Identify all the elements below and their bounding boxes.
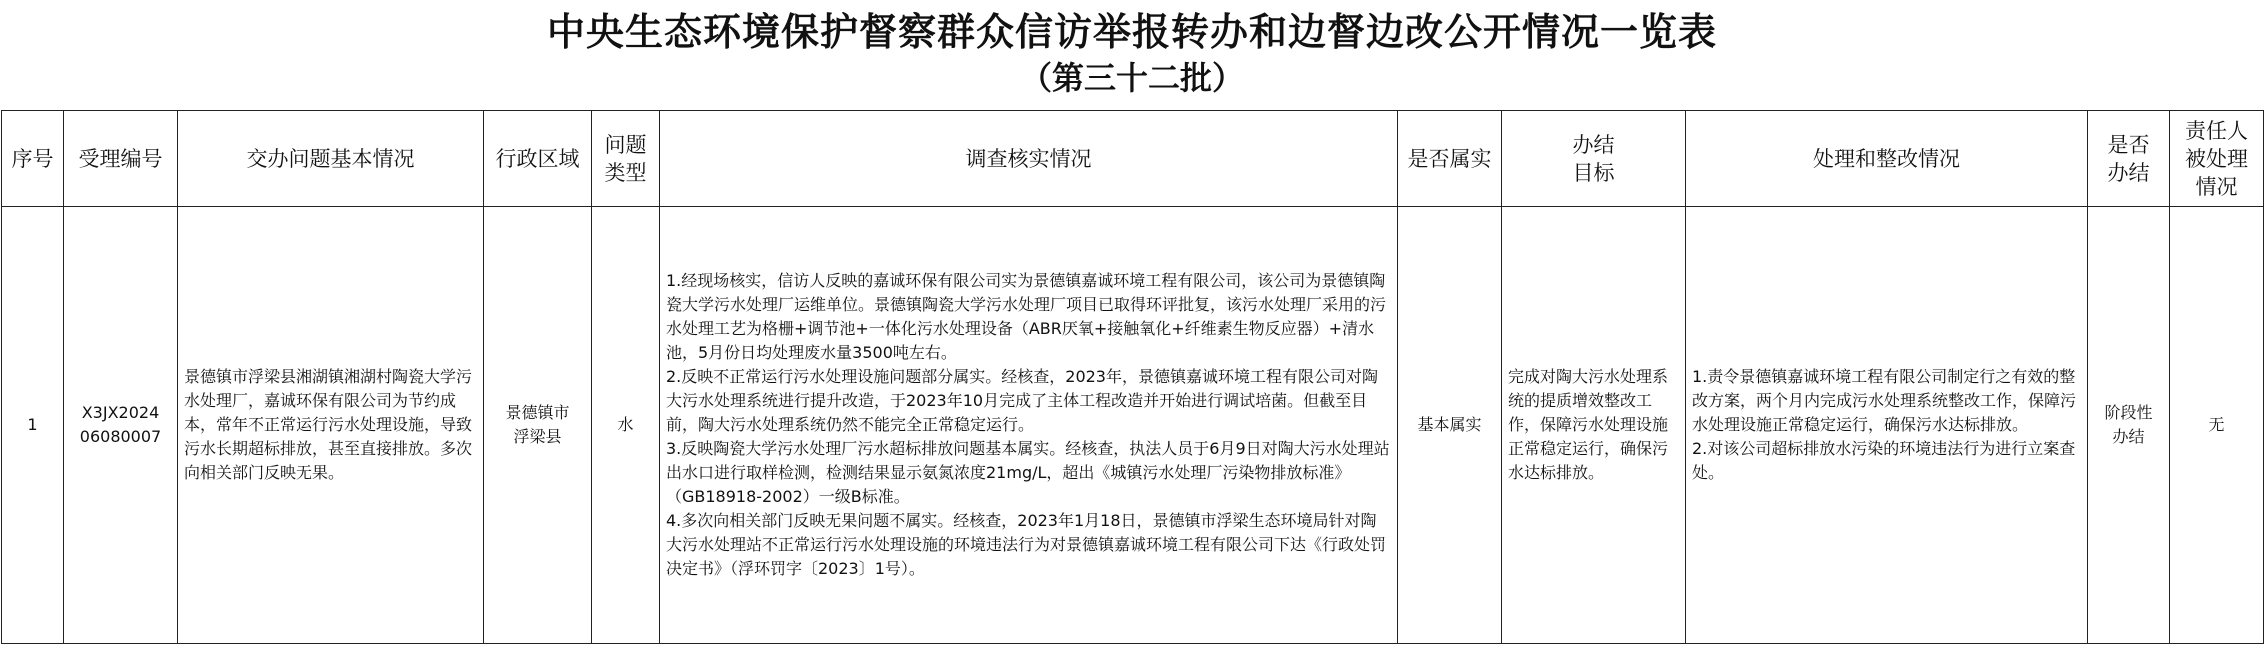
header-seq: 序号: [2, 111, 64, 207]
cell-seq: 1: [2, 207, 64, 644]
cell-done: 阶段性 办结: [2088, 207, 2170, 644]
header-investigation: 调查核实情况: [660, 111, 1398, 207]
investigation-item: 3.反映陶瓷大学污水处理厂污水超标排放问题基本属实。经核查，执法人员于6月9日对陶大污水处理站出水口进行取样检测，检测结果显示氨氮浓度21mg/L，超出《城镇污水处理厂污染物排放标准》（GB18918-2002）一级B标准。: [666, 439, 1390, 506]
cell-goal: 完成对陶大污水处理系统的提质增效整改工作，保障污水处理设施正常稳定运行，确保污水达标排放。: [1502, 207, 1686, 644]
table-row: [2, 207, 2264, 644]
header-basic: 交办问题基本情况: [178, 111, 484, 207]
cell-basic: 景德镇市浮梁县湘湖镇湘湖村陶瓷大学污水处理厂，嘉诚环保有限公司为节约成本，常年不正常运行污水处理设施，导致污水长期超标排放，甚至直接排放。多次向相关部门反映无果。: [178, 207, 484, 644]
header-region: 行政区域: [484, 111, 592, 207]
cell-responsible: 无: [2170, 207, 2264, 644]
header-responsible: 责任人 被处理 情况: [2170, 111, 2264, 207]
header-done: 是否 办结: [2088, 111, 2170, 207]
page-subtitle: （第三十二批）: [1019, 59, 1244, 97]
handling-item: 1.责令景德镇嘉诚环境工程有限公司制定行之有效的整改方案，两个月内完成污水处理系统整改工作，保障污水处理设施正常稳定运行，确保污水达标排放。: [1692, 367, 2077, 434]
header-type: 问题 类型: [592, 111, 660, 207]
investigation-item: 4.多次向相关部门反映无果问题不属实。经核查，2023年1月18日，景德镇市浮梁生态环境局针对陶大污水处理站不正常运行污水处理设施的环境违法行为对景德镇嘉诚环境工程有限公司下达《行政处罚决定书》（浮环罚字〔2023〕1号）。: [666, 511, 1387, 578]
page-title: 中央生态环境保护督察群众信访举报转办和边督边改公开情况一览表: [546, 9, 1717, 54]
cell-handling: [1686, 207, 2088, 644]
investigation-item: 1.经现场核实，信访人反映的嘉诚环保有限公司实为景德镇嘉诚环境工程有限公司，该公司为景德镇陶瓷大学污水处理厂运维单位。景德镇陶瓷大学污水处理厂项目已取得环评批复，该污水处理厂采用的污水处理工艺为格栅+调节池+一体化污水处理设备（ABR厌氧+接触氧化+纤维素生物反应器）+清水池，5月份日均处理废水量3500吨左右。: [666, 271, 1387, 362]
cell-region: 景德镇市 浮梁县: [484, 207, 592, 644]
handling-item: 2.对该公司超标排放水污染的环境违法行为进行立案查处。: [1692, 439, 2076, 482]
investigation-item: 2.反映不正常运行污水处理设施问题部分属实。经核查，2023年，景德镇嘉诚环境工程有限公司对陶大污水处理系统进行提升改造，于2023年10月完成了主体工程改造并开始进行调试培菌。但截至目前，陶大污水处理系统仍然不能完全正常稳定运行。: [666, 367, 1378, 434]
header-goal: 办结 目标: [1502, 111, 1686, 207]
cell-verified: 基本属实: [1398, 207, 1502, 644]
cell-investigation: [660, 207, 1398, 644]
cell-id: X3JX2024 06080007: [64, 207, 178, 644]
header-id: 受理编号: [64, 111, 178, 207]
title-block: [0, 0, 2264, 110]
report-table: [1, 110, 2264, 644]
cell-type: 水: [592, 207, 660, 644]
header-handling: 处理和整改情况: [1686, 111, 2088, 207]
header-verified: 是否属实: [1398, 111, 1502, 207]
header-row: [2, 111, 2264, 207]
